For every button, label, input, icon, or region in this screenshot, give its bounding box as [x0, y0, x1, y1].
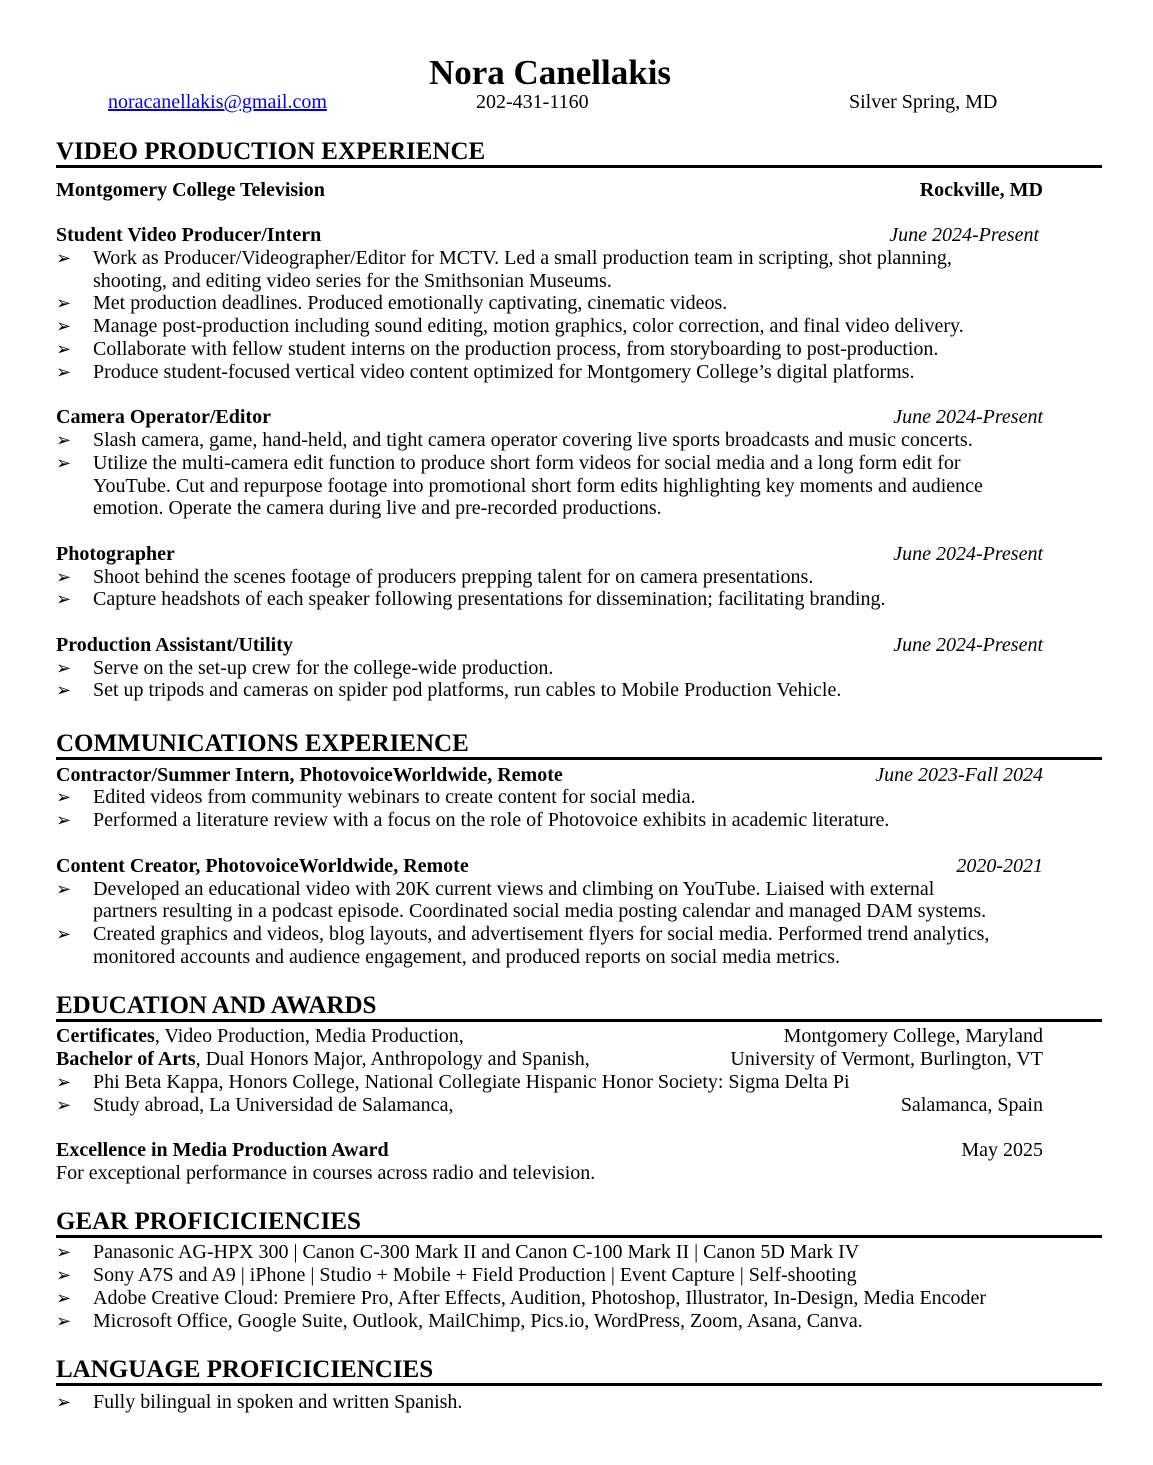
bullet-text: shooting, and editing video series for the Smithsonian Museums.	[93, 270, 612, 292]
job-title: Camera Operator/Editor	[56, 406, 271, 428]
bullet-text: Study abroad, La Universidad de Salamanca,	[93, 1094, 454, 1116]
arrow-bullet-icon: ➢	[56, 879, 72, 899]
bullet-text: Work as Producer/Videographer/Editor for MCTV. Led a small production team in scripting, shot planning,	[93, 247, 952, 269]
degree-place: University of Vermont, Burlington, VT	[730, 1048, 1043, 1070]
bullet-text: partners resulting in a podcast episode. Coordinated social media posting calendar and managed DAM systems.	[93, 900, 987, 922]
arrow-bullet-icon: ➢	[56, 810, 72, 830]
arrow-bullet-icon: ➢	[56, 658, 72, 678]
job-date: June 2024-Present	[889, 224, 1039, 246]
certificates-label: Certificates	[56, 1025, 155, 1047]
bullet-text: Collaborate with fellow student interns on the production process, from storyboarding to post-production.	[93, 338, 939, 360]
bullet-text: Developed an educational video with 20K current views and climbing on YouTube. Liaised with external	[93, 878, 935, 900]
award-description: For exceptional performance in courses across radio and television.	[56, 1162, 596, 1184]
email-link[interactable]: noracanellakis@gmail.com	[108, 91, 327, 113]
job-title: Contractor/Summer Intern, PhotovoiceWorldwide, Remote	[56, 764, 563, 786]
section-heading-gear: GEAR PROFICICIENCIES	[56, 1209, 1102, 1238]
bullet-text: Set up tripods and cameras on spider pod platforms, run cables to Mobile Production Vehicle.	[93, 679, 842, 701]
section-heading-communications: COMMUNICATIONS EXPERIENCE	[56, 731, 1102, 760]
arrow-bullet-icon: ➢	[56, 1095, 72, 1115]
arrow-bullet-icon: ➢	[56, 680, 72, 700]
bullet-text: Microsoft Office, Google Suite, Outlook, MailChimp, Pics.io, WordPress, Zoom, Asana, Canva.	[93, 1310, 863, 1332]
bullet-text: Created graphics and videos, blog layouts, and advertisement flyers for social media. Performed trend analytics,	[93, 923, 990, 945]
degree-label: Bachelor of Arts	[56, 1048, 196, 1070]
arrow-bullet-icon: ➢	[56, 787, 72, 807]
bullet-text: Sony A7S and A9 | iPhone | Studio + Mobile + Field Production | Event Capture | Self-shooting	[93, 1264, 857, 1286]
certificates-detail: , Video Production, Media Production,	[154, 1025, 464, 1047]
job-title: Photographer	[56, 543, 175, 565]
candidate-name: Nora Canellakis	[428, 53, 672, 92]
certificates-line	[56, 1026, 464, 1046]
arrow-bullet-icon: ➢	[56, 430, 72, 450]
section-heading-education: EDUCATION AND AWARDS	[56, 993, 1102, 1022]
section-heading-video: VIDEO PRODUCTION EXPERIENCE	[56, 139, 1102, 168]
bullet-text: YouTube. Cut and repurpose footage into promotional short form edits highlighting key moments and audience	[93, 475, 983, 497]
job-title: Content Creator, PhotovoiceWorldwide, Remote	[56, 855, 469, 877]
job-title: Production Assistant/Utility	[56, 634, 293, 656]
bullet-text: Shoot behind the scenes footage of producers prepping talent for on camera presentations.	[93, 566, 814, 588]
bullet-text: Edited videos from community webinars to create content for social media.	[93, 786, 696, 808]
arrow-bullet-icon: ➢	[56, 589, 72, 609]
award-title: Excellence in Media Production Award	[56, 1139, 389, 1161]
bullet-text: Serve on the set-up crew for the college-wide production.	[93, 657, 554, 679]
bullet-text: Fully bilingual in spoken and written Spanish.	[93, 1391, 463, 1413]
bullet-text: Capture headshots of each speaker following presentations for dissemination; facilitating branding.	[93, 588, 886, 610]
arrow-bullet-icon: ➢	[56, 1288, 72, 1308]
bullet-text: Adobe Creative Cloud: Premiere Pro, After Effects, Audition, Photoshop, Illustrator, In-Design, Media Encoder	[93, 1287, 987, 1309]
job-date: 2020-2021	[956, 855, 1043, 877]
arrow-bullet-icon: ➢	[56, 293, 72, 313]
bullet-text: Slash camera, game, hand-held, and tight camera operator covering live sports broadcasts and music concerts.	[93, 429, 973, 451]
arrow-bullet-icon: ➢	[56, 567, 72, 587]
org-location: Rockville, MD	[919, 179, 1043, 201]
arrow-bullet-icon: ➢	[56, 316, 72, 336]
bullet-text: Panasonic AG-HPX 300 | Canon C-300 Mark II and Canon C-100 Mark II | Canon 5D Mark IV	[93, 1241, 860, 1263]
award-date: May 2025	[961, 1139, 1043, 1161]
arrow-bullet-icon: ➢	[56, 362, 72, 382]
arrow-bullet-icon: ➢	[56, 1072, 72, 1092]
arrow-bullet-icon: ➢	[56, 339, 72, 359]
bullet-text: monitored accounts and audience engagement, and produced reports on social media metrics.	[93, 946, 840, 968]
arrow-bullet-icon: ➢	[56, 924, 72, 944]
bullet-text: Performed a literature review with a focus on the role of Photovoice exhibits in academic literature.	[93, 809, 890, 831]
degree-detail: , Dual Honors Major, Anthropology and Spanish,	[195, 1048, 590, 1070]
home-location: Silver Spring, MD	[849, 91, 998, 113]
certificates-place: Montgomery College, Maryland	[783, 1025, 1043, 1047]
bullet-text: Manage post-production including sound editing, motion graphics, color correction, and final video delivery.	[93, 315, 964, 337]
arrow-bullet-icon: ➢	[56, 248, 72, 268]
arrow-bullet-icon: ➢	[56, 1311, 72, 1331]
arrow-bullet-icon: ➢	[56, 1392, 72, 1412]
arrow-bullet-icon: ➢	[56, 453, 72, 473]
phone-number: 202-431-1160	[476, 91, 589, 113]
job-date: June 2023-Fall 2024	[875, 764, 1043, 786]
job-date: June 2024-Present	[893, 634, 1043, 656]
study-abroad-place: Salamanca, Spain	[900, 1094, 1043, 1116]
bullet-text: Produce student-focused vertical video content optimized for Montgomery College’s digital platforms.	[93, 361, 915, 383]
bullet-text: Met production deadlines. Produced emotionally captivating, cinematic videos.	[93, 292, 728, 314]
bullet-text: emotion. Operate the camera during live and pre-recorded productions.	[93, 497, 662, 519]
arrow-bullet-icon: ➢	[56, 1242, 72, 1262]
bullet-text: Utilize the multi-camera edit function to produce short form videos for social media and a long form edit for	[93, 452, 961, 474]
org-name: Montgomery College Television	[56, 179, 325, 201]
bullet-text: Phi Beta Kappa, Honors College, National Collegiate Hispanic Honor Society: Sigma Delta Pi	[93, 1071, 850, 1093]
job-date: June 2024-Present	[893, 543, 1043, 565]
job-title: Student Video Producer/Intern	[56, 224, 322, 246]
degree-line	[56, 1049, 590, 1069]
section-heading-language: LANGUAGE PROFICICIENCIES	[56, 1357, 1102, 1386]
job-date: June 2024-Present	[893, 406, 1043, 428]
arrow-bullet-icon: ➢	[56, 1265, 72, 1285]
